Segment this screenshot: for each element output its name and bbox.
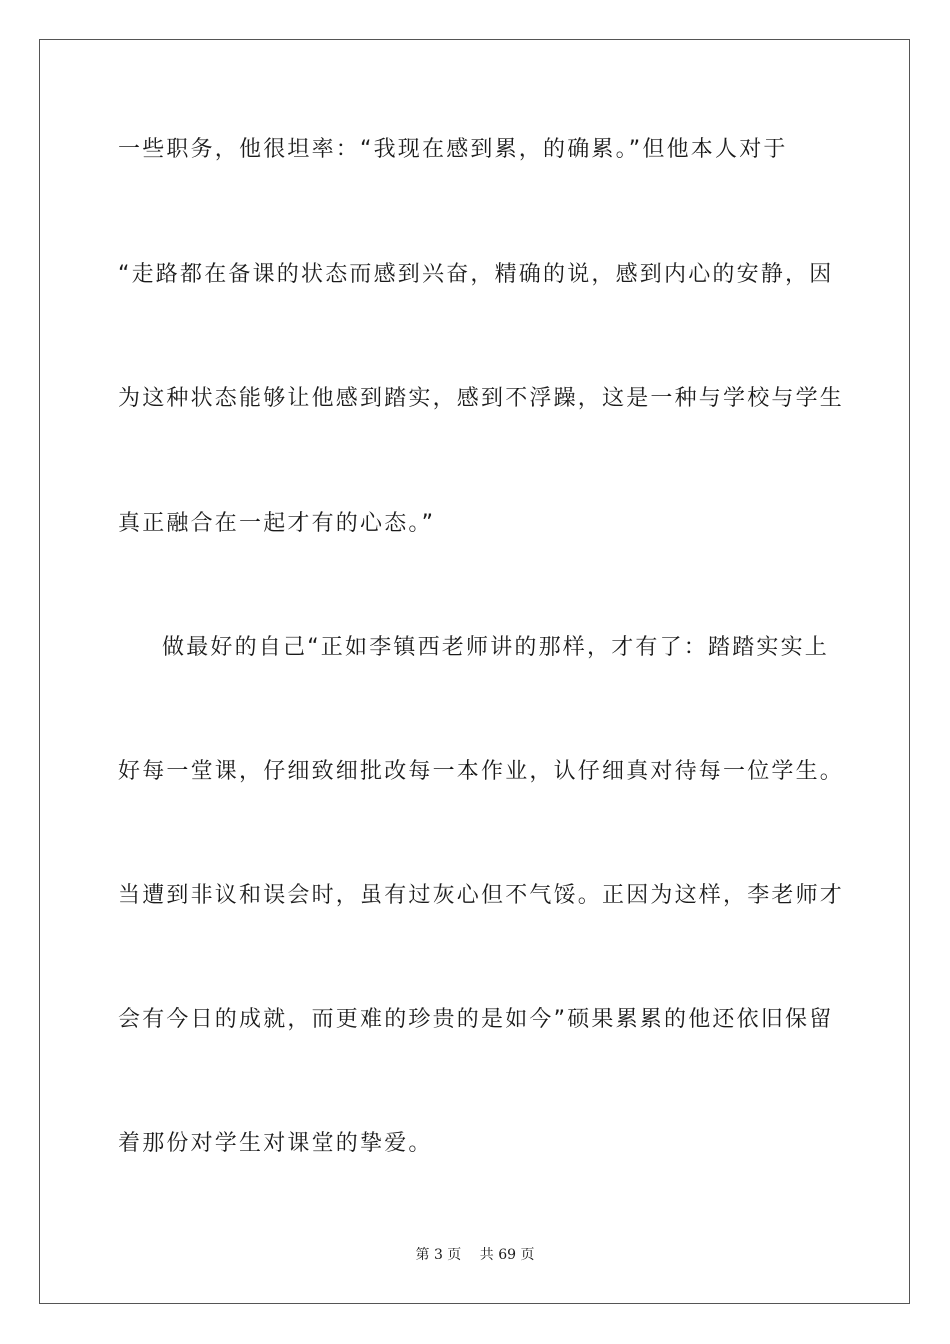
paragraph-line: 会有今日的成就，而更难的珍贵的是如今”硕果累累的他还依旧保留 <box>118 1007 834 1032</box>
paragraph-line: 真正融合在一起才有的心态。” <box>118 511 436 536</box>
paragraph-line: 着那份对学生对课堂的挚爱。 <box>118 1131 433 1156</box>
paragraph-line: 一些职务，他很坦率：“我现在感到累，的确累。”但他本人对于 <box>118 137 788 162</box>
paragraph-line-indented: 做最好的自己“正如李镇西老师讲的那样，才有了：踏踏实实上 <box>162 635 829 660</box>
page-border <box>39 39 910 1304</box>
page-number-footer: 第 3 页 共 69 页 <box>415 1247 535 1263</box>
paragraph-line: 好每一堂课，仔细致细批改每一本作业，认仔细真对待每一位学生。 <box>118 759 845 784</box>
paragraph-line: 为这种状态能够让他感到踏实，感到不浮躁，这是一种与学校与学生 <box>118 386 845 411</box>
paragraph-line: “走路都在备课的状态而感到兴奋，精确的说，感到内心的安静，因 <box>118 262 834 287</box>
paragraph-line: 当遭到非议和误会时，虽有过灰心但不气馁。正因为这样，李老师才 <box>118 883 845 908</box>
